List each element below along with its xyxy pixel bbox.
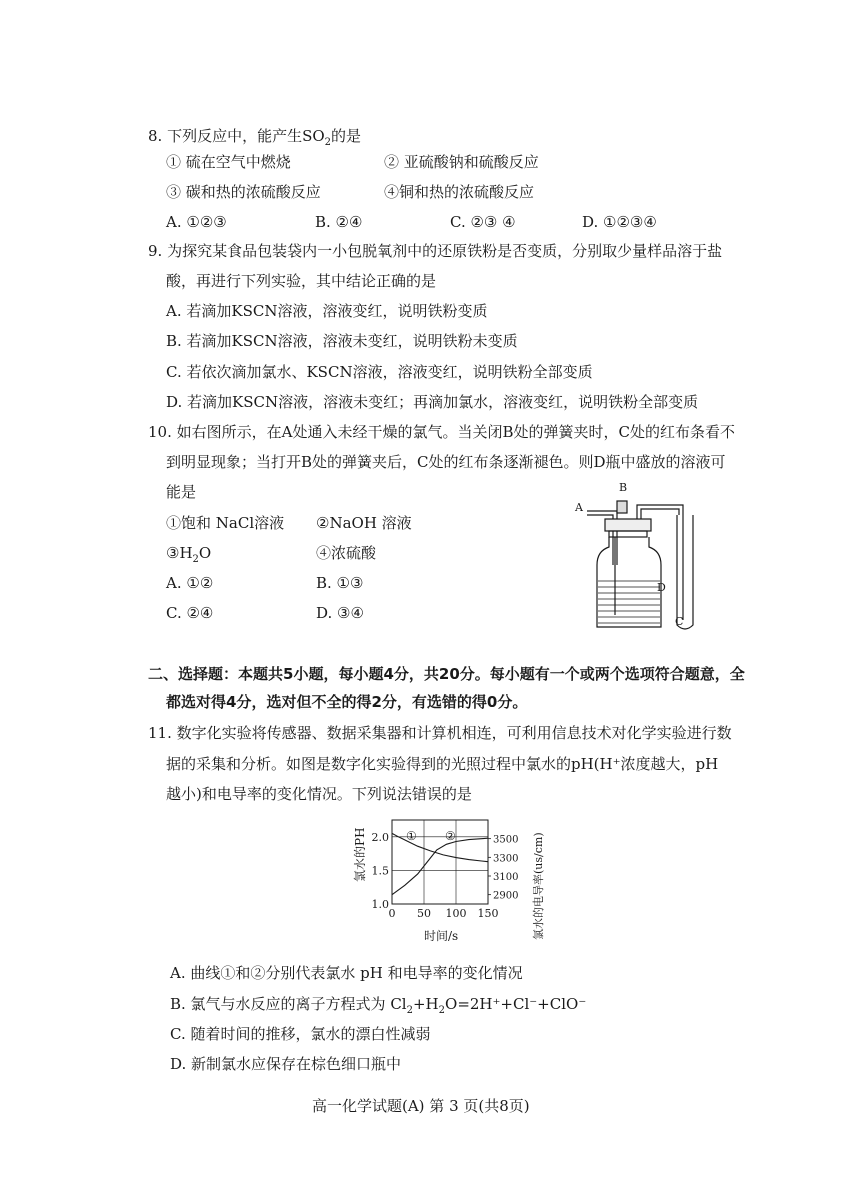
q9-stem-line2: 酸，再进行下列实验，其中结论正确的是	[166, 272, 437, 290]
q9-option-c: C. 若依次滴加氯水、KSCN溶液，溶液变红，说明铁粉全部变质	[166, 363, 593, 381]
q10-item-3: $③H_2O$	[166, 544, 212, 565]
y-right-tick-label: 3100	[493, 872, 519, 883]
bottle-stopper	[605, 519, 651, 531]
test-tube-c	[677, 515, 693, 629]
q10-item-4: ④浓硫酸	[316, 544, 377, 562]
label-a: A	[575, 501, 583, 514]
q9-option-d: D. 若滴加KSCN溶液，溶液未变红；再滴加氯水，溶液变红，说明铁粉全部变质	[166, 393, 699, 411]
q10-stem-line3: 能是	[166, 483, 197, 501]
section2-heading-line1: 二、选择题：本题共5小题，每小题4分，共20分。每小题有一个或两个选项符合题意，全	[148, 665, 745, 683]
y-right-tick-label: 3300	[493, 853, 519, 865]
q8-option-a: A. ①②③	[166, 213, 227, 231]
y-right-tick-label: 3500	[493, 834, 519, 846]
q10-option-b: B. ①③	[316, 574, 364, 592]
y-left-tick-label: 1.0	[371, 898, 389, 911]
q9-stem-line1: 9. 为探究某食品包装袋内一小包脱氧剂中的还原铁粉是否变质，分别取少量样品溶于盐	[148, 242, 723, 260]
q10-apparatus-figure	[565, 475, 715, 635]
q9-option-b: B. 若滴加KSCN溶液，溶液未变红，说明铁粉未变质	[166, 332, 518, 350]
gas-bottle-d	[597, 537, 661, 627]
q10-option-a: A. ①②	[166, 574, 214, 592]
q8-item-2: ② 亚硫酸钠和硫酸反应	[384, 153, 539, 171]
x-axis-label: 时间/s	[424, 929, 459, 943]
y-left-tick-label: 1.5	[371, 864, 389, 878]
q8-option-c: C. ②③ ④	[450, 213, 516, 231]
q8-item-4: ④铜和热的浓硫酸反应	[384, 183, 535, 201]
q9-option-a: A. 若滴加KSCN溶液，溶液变红，说明铁粉变质	[166, 302, 488, 320]
y-right-tick-label: 2900	[493, 890, 519, 902]
curve-label-2: ②	[445, 829, 456, 843]
label-b: B	[619, 481, 628, 494]
spring-clamp-b	[617, 501, 627, 513]
series-line-2	[392, 838, 488, 895]
q11-option-b: B. 氯气与水反应的离子方程式为 $Cl_2+H_2O=2H^++Cl^-+ClO^-$	[170, 995, 587, 1016]
q8-item-1: ① 硫在空气中燃烧	[166, 153, 291, 171]
q10-item-2: ②NaOH 溶液	[316, 514, 412, 532]
section2-heading-line2: 都选对得4分，选对但不全的得2分，有选错的得0分。	[166, 693, 528, 711]
label-c: C	[675, 615, 684, 628]
x-tick-label: 150	[477, 907, 499, 920]
y-right-axis-label: 氯水的电导率(us/cm)	[532, 832, 545, 940]
curve-label-1: ①	[406, 829, 417, 843]
y-left-tick-label: 2.0	[371, 830, 389, 844]
q11-stem-line3: 越小)和电导率的变化情况。下列说法错误的是	[166, 785, 472, 803]
q8-stem: 8. 下列反应中，能产生$SO_2$的是	[148, 127, 362, 148]
page-footer: 高一化学试题(A) 第 3 页(共8页)	[312, 1097, 530, 1115]
q8-option-d: D. ①②③④	[582, 213, 657, 231]
x-tick-label: 50	[417, 907, 431, 920]
q10-item-1: ①饱和 NaCl溶液	[166, 514, 285, 532]
y-left-axis-label: 氯水的PH	[353, 827, 367, 882]
q8-item-3: ③ 碳和热的浓硫酸反应	[166, 183, 321, 201]
q10-option-c: C. ②④	[166, 604, 214, 622]
q11-ph-conductivity-chart	[350, 812, 550, 947]
q10-option-d: D. ③④	[316, 604, 364, 622]
q10-stem-line2: 到明显现象；当打开B处的弹簧夹后，C处的红布条逐渐褪色。则D瓶中盛放的溶液可	[166, 453, 726, 471]
label-d: D	[657, 581, 666, 594]
q11-option-c: C. 随着时间的推移，氯水的漂白性减弱	[170, 1025, 431, 1043]
q11-stem-line2: 据的采集和分析。如图是数字化实验得到的光照过程中氯水的pH(H⁺浓度越大，pH	[166, 755, 719, 773]
x-tick-label: 0	[388, 907, 396, 920]
q11-option-d: D. 新制氯水应保存在棕色细口瓶中	[170, 1055, 402, 1073]
q11-stem-line1: 11. 数字化实验将传感器、数据采集器和计算机相连，可利用信息技术对化学实验进行数	[148, 724, 732, 742]
x-tick-label: 100	[445, 907, 467, 920]
q10-stem-line1: 10. 如右图所示，在A处通入未经干燥的氯气。当关闭B处的弹簧夹时，C处的红布条看不	[148, 423, 735, 441]
outlet-tube	[637, 505, 683, 519]
q8-option-b: B. ②④	[315, 213, 363, 231]
q11-option-a: A. 曲线①和②分别代表氯水 pH 和电导率的变化情况	[170, 964, 523, 982]
